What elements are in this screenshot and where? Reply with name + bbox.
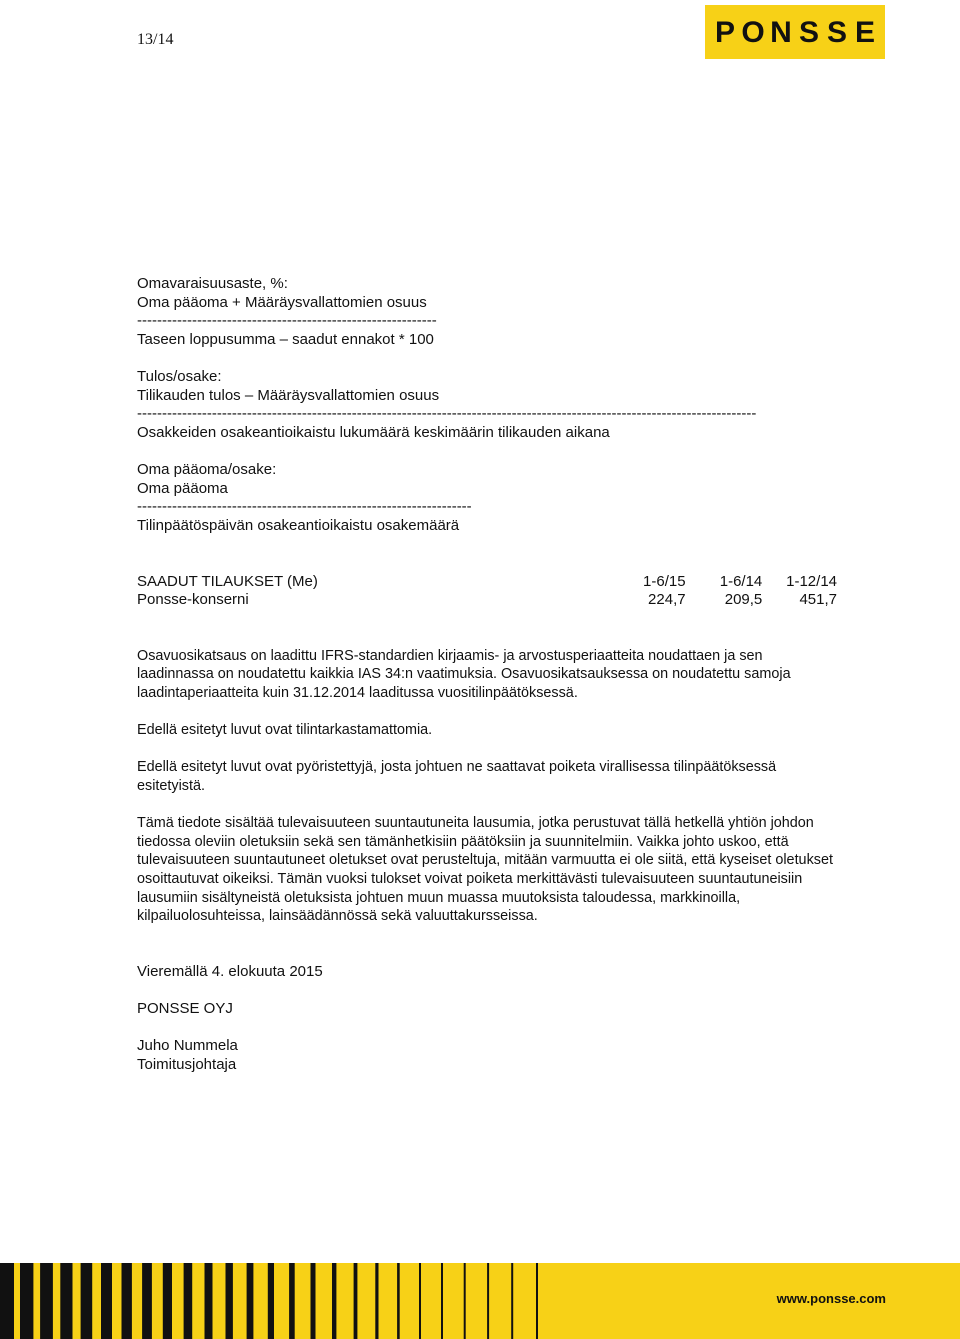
barcode-stripe bbox=[226, 1263, 233, 1339]
barcode-stripe bbox=[354, 1263, 358, 1339]
formula-numerator: Oma pääoma bbox=[137, 479, 228, 497]
formula-numerator: Tilikauden tulos – Määräysvallattomien osuus bbox=[137, 386, 440, 404]
barcode-stripe bbox=[81, 1263, 93, 1339]
barcode-stripe bbox=[511, 1263, 513, 1339]
eps-formula bbox=[137, 368, 837, 442]
barcode-stripe bbox=[332, 1263, 336, 1339]
barcode-stripe bbox=[375, 1263, 378, 1339]
formula-denominator: Osakkeiden osakeantioikaistu lukumäärä keskimäärin tilikauden aikana bbox=[137, 423, 610, 441]
logo-letter: O bbox=[739, 18, 767, 48]
barcode-stripe bbox=[487, 1263, 489, 1339]
table-cell: 451,7 bbox=[799, 591, 837, 609]
formula-title: Tulos/osake: bbox=[137, 367, 222, 385]
barcode-stripe bbox=[289, 1263, 295, 1339]
table-header-cell: 1-6/15 bbox=[643, 572, 686, 590]
barcode-stripe bbox=[397, 1263, 400, 1339]
logo-letter: P bbox=[711, 18, 739, 48]
document-body bbox=[137, 275, 837, 1075]
equity-ratio-formula bbox=[137, 275, 837, 349]
formula-divider: ------------------------------------------------------------ bbox=[137, 312, 437, 330]
footer-bar bbox=[0, 1263, 960, 1339]
barcode-stripe bbox=[40, 1263, 53, 1339]
barcode-stripe bbox=[311, 1263, 316, 1339]
barcode-stripe bbox=[441, 1263, 443, 1339]
equity-per-share-formula bbox=[137, 461, 837, 535]
barcode-stripe bbox=[536, 1263, 538, 1339]
table-header-cell: 1-12/14 bbox=[786, 572, 837, 590]
barcode-stripe bbox=[0, 1263, 14, 1339]
barcode-stripe bbox=[464, 1263, 466, 1339]
barcode-stripe bbox=[205, 1263, 213, 1339]
barcode-stripe bbox=[247, 1263, 254, 1339]
formula-denominator: Tilinpäätöspäivän osakeantioikaistu osakemäärä bbox=[137, 516, 460, 534]
table-cell: Ponsse-konserni bbox=[137, 591, 249, 609]
logo-letter: N bbox=[767, 18, 795, 48]
formula-title: Oma pääoma/osake: bbox=[137, 460, 277, 478]
table-header-cell: 1-6/14 bbox=[719, 572, 763, 590]
logo-letter: S bbox=[795, 18, 823, 48]
paragraph-unaudited: Edellä esitetyt luvut ovat tilintarkastamattomia. bbox=[137, 722, 433, 739]
barcode-stripe bbox=[268, 1263, 274, 1339]
logo-letter: S bbox=[823, 18, 851, 48]
company-name: PONSSE OYJ bbox=[137, 1000, 233, 1018]
place-date: Vieremällä 4. elokuuta 2015 bbox=[137, 962, 323, 980]
barcode-stripe bbox=[184, 1263, 193, 1339]
barcode-stripe bbox=[419, 1263, 421, 1339]
barcode-stripe bbox=[60, 1263, 72, 1339]
barcode-stripe bbox=[20, 1263, 33, 1339]
barcode-stripes-graphic bbox=[0, 1263, 560, 1339]
table-row bbox=[137, 591, 837, 610]
table-header-cell: SAADUT TILAUKSET (Me) bbox=[137, 572, 318, 590]
formula-divider: ------------------------------------------------------------------- bbox=[137, 498, 472, 516]
signer-name: Juho Nummela bbox=[137, 1037, 238, 1055]
formula-divider: ---------------------------------------------------------------------------------------------------------------------------- bbox=[137, 405, 757, 423]
paragraph-forward-looking: Tämä tiedote sisältää tulevaisuuteen suuntautuneita lausumia, jotka perustuvat tällä hetkellä yhtiön johdon tiedossa oleviin oletuksiin sekä sen tämänhetkisiin päätöksiin ja suunnitelmiin. Vaikka johto uskoo, että tulevaisuuteen suuntautuneet oletukset ovat perusteltuja, mitään varmuutta ei ole siitä, että kyseiset oletukset osoittautuvat oikeiksi. Tämän vuoksi tulokset voivat poiketa merkittävästi tulevaisuuteen suuntautuneisiin lausumiin sisältyneistä oletuksista johtuen muun muassa muutoksista taloudessa, markkinoilla, kilpailuolosuhteissa, lainsäädännössä sekä valuuttakursseissa. bbox=[137, 815, 833, 925]
barcode-stripe bbox=[142, 1263, 152, 1339]
orders-table bbox=[137, 573, 837, 610]
formula-numerator: Oma pääoma + Määräysvallattomien osuus bbox=[137, 293, 427, 311]
barcode-stripe bbox=[122, 1263, 132, 1339]
table-cell: 224,7 bbox=[648, 591, 686, 609]
barcode-stripe bbox=[101, 1263, 112, 1339]
orders-table-header bbox=[137, 573, 837, 592]
logo-letter: E bbox=[851, 18, 879, 48]
formula-denominator: Taseen loppusumma – saadut ennakot * 100 bbox=[137, 330, 434, 348]
table-cell: 209,5 bbox=[724, 591, 763, 609]
signature-block bbox=[137, 963, 837, 1075]
barcode-stripe bbox=[163, 1263, 172, 1339]
website-link[interactable]: www.ponsse.com bbox=[776, 1291, 886, 1306]
paragraph-rounding: Edellä esitetyt luvut ovat pyöristettyjä, josta johtuen ne saattavat poiketa virallisessa tilinpäätöksessä esitetyistä. bbox=[137, 759, 777, 795]
paragraph-ifrs: Osavuosikatsaus on laadittu IFRS-standardien kirjaamis- ja arvostusperiaatteita noudattaen ja sen laadinnassa on noudatettu kaikkia IAS 34:n vaatimuksia. Osavuosikatsauksessa on noudatettu samoja laadintaperiaatteita kuin 31.12.2014 laaditussa vuositilinpäätöksessä. bbox=[137, 647, 791, 702]
ponsse-logo bbox=[705, 5, 885, 59]
signer-title: Toimitusjohtaja bbox=[137, 1055, 237, 1073]
page-number: 13/14 bbox=[137, 31, 174, 48]
formula-title: Omavaraisuusaste, %: bbox=[137, 275, 288, 292]
